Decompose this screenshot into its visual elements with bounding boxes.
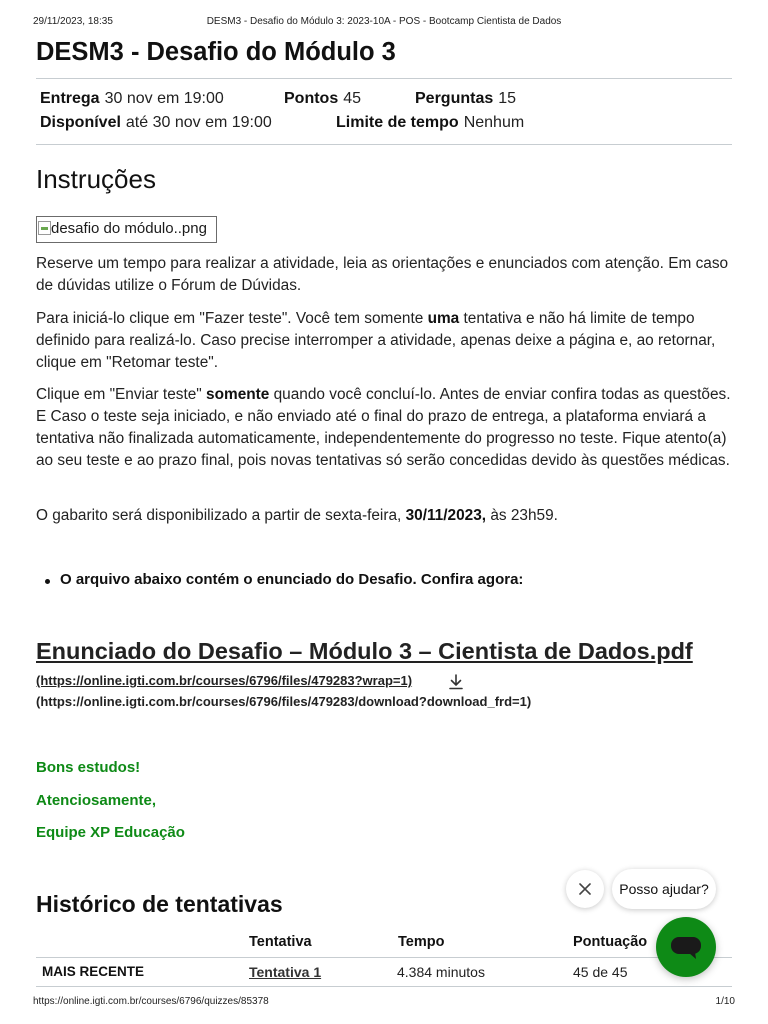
closing-line: Atenciosamente, — [36, 792, 157, 809]
chat-open-button[interactable] — [656, 917, 716, 977]
emphasis: uma — [427, 310, 460, 327]
questions-value: 15 — [498, 90, 517, 107]
download-icon[interactable] — [448, 673, 464, 691]
instructions-paragraph — [36, 308, 732, 374]
closing-line: Equipe XP Educação — [36, 824, 185, 841]
emphasis: 30/11/2023, — [405, 507, 487, 524]
page-title: DESM3 - Desafio do Módulo 3 — [36, 38, 396, 66]
questions — [415, 90, 516, 108]
available-label: Disponível — [40, 114, 121, 131]
print-header — [33, 16, 735, 30]
text-run: Clique em "Enviar teste" — [36, 386, 207, 403]
print-doc-title: DESM3 - Desafio do Módulo 3: 2023-10A - POS - Bootcamp Cientista de Dados — [206, 16, 562, 27]
points-label: Pontos — [284, 90, 339, 107]
points — [284, 90, 361, 108]
chat-prompt-bubble[interactable]: Posso ajudar? — [612, 869, 716, 909]
closing-line: Bons estudos! — [36, 759, 141, 776]
chat-close-button[interactable] — [566, 870, 604, 908]
print-footer — [33, 996, 735, 1010]
attempt-link[interactable]: Tentativa 1 — [249, 964, 322, 980]
attempt-score: 45 de 45 — [573, 964, 628, 980]
column-header: Pontuação — [573, 934, 648, 950]
pdf-link[interactable]: Enunciado do Desafio – Módulo 3 – Cientista de Dados.pdf — [36, 638, 693, 664]
time-limit-label: Limite de tempo — [336, 114, 459, 131]
broken-image — [36, 216, 217, 243]
table-header-divider — [36, 957, 732, 958]
text-run: O gabarito será disponibilizado a partir de sexta-feira, — [36, 507, 406, 524]
bullet-text: O arquivo abaixo contém o enunciado do Desafio. Confira agora: — [60, 571, 524, 588]
recent-tag: MAIS RECENTE — [42, 964, 145, 979]
due-date — [40, 90, 224, 108]
table-row-divider — [36, 986, 732, 987]
history-heading: Histórico de tentativas — [36, 891, 283, 917]
text-run: tentativa e não há limite de tempo definido para realizá-lo. Caso precise interromper a atividade, apenas deixe a página e, ao retornar, clique em "Retomar teste". — [36, 310, 716, 371]
pdf-url-link[interactable]: (https://online.igti.com.br/courses/6796/files/479283?wrap=1) — [36, 673, 413, 688]
print-page-number: 1/10 — [715, 996, 735, 1007]
instructions-paragraph — [36, 505, 732, 527]
due-value: 30 nov em 19:00 — [104, 90, 224, 107]
time-limit — [336, 114, 524, 132]
text-run: quando você concluí-lo. Antes de enviar confira todas as questões. E Caso o teste seja iniciado, e não enviado até o final do prazo de entrega, a plataforma enviará a tentativa não finalizada automaticamente, independentemente do progresso no teste. Fique atento(a) ao seu teste e ao prazo final, pois novas tentativas só serão concedidas devido às questões médicas. — [36, 386, 731, 469]
download-url-link[interactable]: (https://online.igti.com.br/courses/6796/files/479283/download?download_frd=1) — [36, 694, 532, 709]
instructions-paragraph — [36, 384, 732, 472]
emphasis: somente — [206, 386, 270, 403]
column-header: Tentativa — [249, 934, 312, 950]
divider — [36, 144, 732, 145]
instructions-heading: Instruções — [36, 164, 156, 194]
attempt-time: 4.384 minutos — [397, 964, 485, 980]
available — [40, 114, 272, 132]
broken-image-icon — [38, 221, 51, 235]
due-label: Entrega — [40, 90, 100, 107]
print-datetime: 29/11/2023, 18:35 — [33, 16, 113, 27]
available-value: até 30 nov em 19:00 — [125, 114, 272, 131]
divider — [36, 78, 732, 79]
time-limit-value: Nenhum — [463, 114, 525, 131]
instructions-paragraph: Reserve um tempo para realizar a atividade, leia as orientações e enunciados com atenção. Em caso de dúvidas utilize o Fórum de Dúvidas. — [36, 255, 729, 294]
text-run: às 23h59. — [486, 507, 558, 524]
close-icon — [566, 870, 604, 908]
image-alt-text: desafio do módulo..png — [51, 220, 207, 237]
bullet-icon — [45, 579, 50, 584]
questions-label: Perguntas — [415, 90, 494, 107]
text-run: Para iniciá-lo clique em "Fazer teste". Você tem somente — [36, 310, 428, 327]
print-url: https://online.igti.com.br/courses/6796/quizzes/85378 — [33, 996, 269, 1007]
column-header: Tempo — [398, 934, 445, 950]
chat-bubble-icon — [656, 917, 716, 977]
points-value: 45 — [343, 90, 362, 107]
